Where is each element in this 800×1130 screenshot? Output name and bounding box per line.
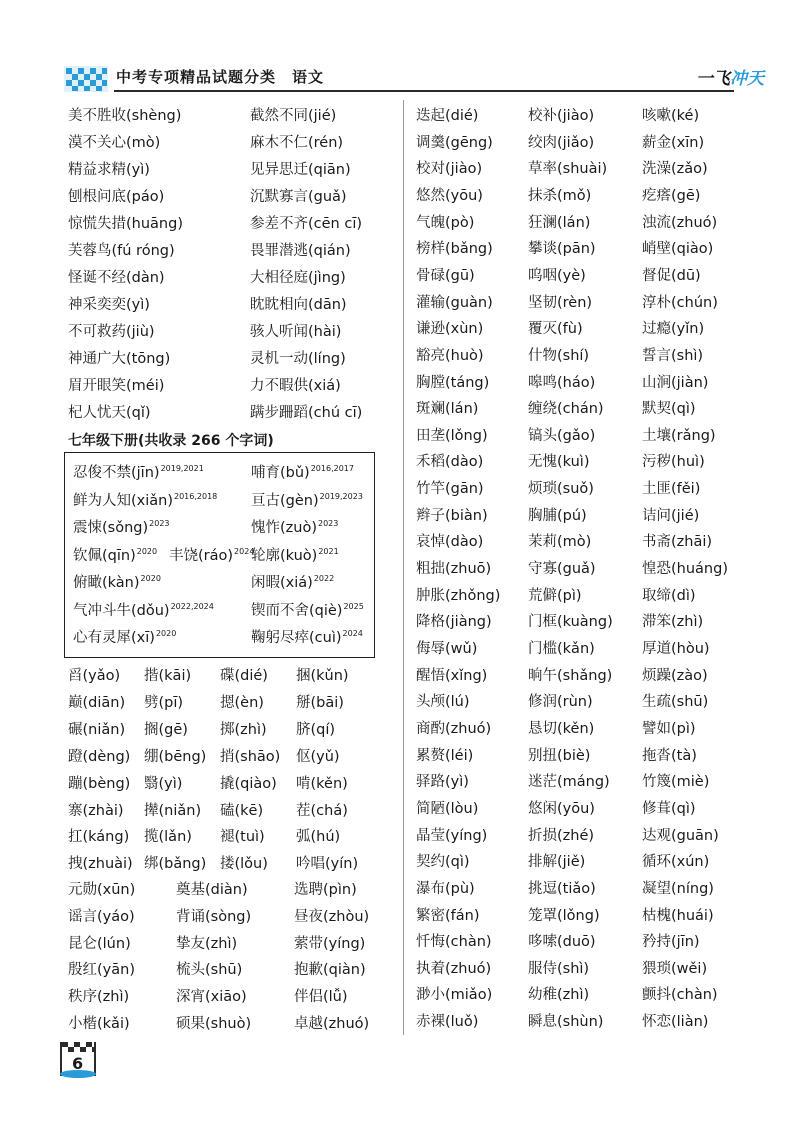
vocab-entry: 神采奕奕(yì) (68, 297, 150, 313)
vocab-entry: 拽(zhuài) (68, 856, 133, 873)
vocab-entry: 畏罪潜逃(qián) (250, 243, 351, 259)
vocab-entry: 捆(kǔn) (296, 668, 349, 684)
vocab-entry: 吟唱(yín) (296, 856, 359, 873)
vocab-entry: 挑逗(tiǎo) (528, 880, 596, 897)
vocab-entry: 诘问(jié) (642, 507, 700, 524)
vocab-entry: 竹篾(miè) (642, 774, 710, 791)
vocab-entry: 气魄(pò) (416, 214, 475, 231)
vocab-entry: 抹杀(mǒ) (528, 187, 592, 204)
exam-word-entry (73, 571, 161, 592)
vocab-entry: 见异思迁(qiān) (250, 162, 351, 178)
vocab-entry: 捎(shāo) (220, 748, 281, 765)
vocab-entry: 美不胜收(shèng) (68, 108, 182, 124)
vocab-entry: 参差不齐(cēn cī) (250, 216, 363, 232)
vocab-entry: 浊流(zhuó) (642, 214, 718, 231)
vocab-entry: 卓越(zhuó) (294, 1016, 370, 1032)
vocab-entry: 悠闲(yōu) (528, 800, 595, 817)
vocab-entry: 循环(xún) (642, 854, 710, 871)
vocab-entry: 啃(kěn) (296, 775, 348, 792)
exam-word: 哺育(bǔ) (251, 465, 310, 481)
header-rule (114, 90, 734, 92)
vocab-entry: 摁(èn) (220, 694, 264, 711)
exam-word: 鞠躬尽瘁(cuì) (251, 630, 342, 646)
vocab-entry: 瞬息(shùn) (528, 1014, 604, 1031)
exam-years: 2025 (343, 601, 364, 611)
vocab-entry: 扛(káng) (68, 829, 130, 846)
vocab-entry: 搂(lǒu) (220, 856, 268, 873)
brand-suffix: 冲天 (730, 69, 764, 89)
vocab-entry: 累赘(léi) (416, 747, 474, 764)
vocab-entry: 碟(dié) (220, 668, 268, 684)
vocab-entry: 荒僻(pì) (528, 587, 582, 604)
vocab-entry: 挚友(zhì) (176, 935, 238, 952)
vocab-entry: 昆仑(lún) (68, 935, 131, 952)
vocab-entry: 麻木不仁(rén) (250, 135, 344, 151)
exam-word-entry (251, 461, 354, 482)
vocab-entry: 芙蓉鸟(fú róng) (68, 243, 175, 259)
vocab-entry: 淳朴(chún) (642, 294, 718, 311)
vocab-entry: 杞人忧天(qǐ) (68, 405, 151, 421)
vocab-entry: 降格(jiàng) (416, 614, 492, 631)
vocab-entry: 什物(shí) (528, 347, 590, 364)
vocab-entry: 洗澡(zǎo) (642, 161, 708, 178)
vocab-entry: 门槛(kǎn) (528, 641, 595, 657)
vocab-entry: 修葺(qì) (642, 800, 696, 817)
exam-word: 钦佩(qīn) (73, 547, 136, 564)
vocab-entry: 眉开眼笑(méi) (68, 378, 165, 394)
vocab-entry: 神通广大(tōng) (68, 351, 171, 367)
vocab-entry: 脐(qí) (296, 721, 336, 738)
vocab-entry: 门框(kuàng) (528, 614, 613, 631)
vocab-entry: 奠基(diàn) (176, 882, 248, 898)
section-heading: 七年级下册(共收录 266 个字词) (68, 433, 274, 449)
vocab-entry: 绑(bǎng) (144, 856, 207, 873)
exam-word: 亘古(gèn) (251, 492, 319, 509)
exam-word-entry (251, 516, 338, 537)
vocab-entry: 矜持(jīn) (642, 934, 700, 951)
vocab-entry: 修润(rùn) (528, 694, 593, 711)
vocab-entry: 胸脯(pú) (528, 507, 587, 524)
vocab-entry: 执着(zhuó) (416, 960, 492, 977)
exam-years: 2022 (313, 574, 335, 583)
vocab-entry: 校对(jiào) (416, 161, 483, 178)
vocab-entry: 昼夜(zhòu) (294, 908, 370, 925)
exam-word: 气冲斗牛(dǒu) (73, 602, 170, 619)
vocab-entry: 繁密(fán) (416, 907, 480, 924)
vocab-entry: 刨根问底(páo) (68, 189, 165, 205)
exam-word: 震悚(sǒng) (73, 520, 149, 536)
vocab-entry: 谣言(yáo) (68, 908, 135, 925)
column-divider (403, 100, 404, 1035)
exam-word: 俯瞰(kàn) (73, 575, 140, 591)
vocab-entry: 惊慌失措(huāng) (68, 216, 183, 232)
vocab-entry: 硕果(shuò) (176, 1016, 252, 1032)
vocab-entry: 枯槐(huái) (642, 907, 714, 924)
vocab-entry: 守寡(guǎ) (528, 561, 596, 578)
exam-word: 愧怍(zuò) (251, 520, 317, 536)
vocab-entry: 无愧(kuì) (528, 454, 590, 471)
vocab-entry: 怀恋(liàn) (642, 1014, 709, 1031)
vocab-entry: 覆灭(fù) (528, 321, 583, 338)
vocab-entry: 迭起(dié) (416, 108, 479, 124)
vocab-entry: 晶莹(yíng) (416, 827, 488, 844)
vocab-entry: 拖沓(tà) (642, 747, 697, 764)
vocab-entry: 烦躁(zào) (642, 667, 708, 684)
vocab-entry: 截然不同(jié) (250, 108, 337, 124)
exam-word-entry (251, 489, 363, 510)
vocab-entry: 山涧(jiàn) (642, 374, 709, 391)
vocab-entry: 呜咽(yè) (528, 267, 586, 284)
vocab-entry: 胸膛(táng) (416, 374, 490, 391)
vocab-entry: 笼罩(lǒng) (528, 907, 600, 924)
exam-frequency-box (64, 452, 375, 658)
vocab-entry: 撵(niǎn) (144, 802, 202, 819)
exam-word-entry (251, 599, 364, 620)
vocab-entry: 劈(pī) (144, 694, 184, 711)
vocab-entry: 翳(yì) (144, 775, 183, 792)
exam-word: 心有灵犀(xī) (73, 630, 155, 646)
exam-word-entry (251, 544, 339, 565)
vocab-entry: 力不暇供(xiá) (250, 378, 341, 394)
vocab-entry: 滞笨(zhì) (642, 614, 704, 631)
vocab-entry: 不可救药(jiù) (68, 324, 155, 340)
vocab-entry: 生疏(shū) (642, 694, 709, 711)
vocab-entry: 骨碌(gū) (416, 267, 475, 284)
vocab-entry: 眈眈相向(dān) (250, 297, 347, 313)
page-number-block (52, 1040, 100, 1080)
exam-word-entry (73, 489, 217, 510)
vocab-entry: 惶恐(huáng) (642, 561, 728, 578)
vocab-entry: 弧(hú) (296, 829, 341, 846)
vocab-entry: 田垄(lǒng) (416, 427, 488, 444)
vocab-entry: 舀(yǎo) (68, 668, 121, 684)
vocab-entry: 侮辱(wǔ) (416, 641, 478, 657)
vocab-entry: 迷茫(máng) (528, 774, 610, 791)
exam-years: 2019,2023 (319, 491, 363, 501)
vocab-entry: 污秽(huì) (642, 454, 705, 471)
vocab-entry: 排解(jiě) (528, 854, 586, 871)
exam-years: 2021 (318, 546, 339, 556)
vocab-entry: 辫子(biàn) (416, 507, 488, 524)
exam-word: 丰饶(ráo) (169, 547, 234, 564)
vocab-entry: 寨(zhài) (68, 802, 124, 819)
vocab-entry: 碾(niǎn) (68, 721, 126, 738)
vocab-entry: 商酌(zhuó) (416, 720, 492, 737)
exam-word: 锲而不舍(qiè) (251, 602, 343, 619)
vocab-entry: 揩(kāi) (144, 668, 192, 684)
vocab-entry: 怪诞不经(dàn) (68, 270, 165, 286)
vocab-entry: 恳切(kěn) (528, 720, 595, 737)
vocab-entry: 萦带(yíng) (294, 935, 366, 952)
vocab-entry: 元勋(xūn) (68, 882, 136, 898)
vocab-entry: 土匪(fěi) (642, 481, 701, 498)
vocab-entry: 驿路(yì) (416, 774, 469, 791)
vocab-entry: 书斋(zhāi) (642, 534, 713, 551)
vocab-entry: 深宵(xiāo) (176, 989, 247, 1006)
vocab-entry: 抱歉(qiàn) (294, 962, 366, 979)
vocab-entry: 别扭(biè) (528, 747, 591, 764)
vocab-entry: 掰(bāi) (296, 694, 344, 711)
vocab-entry: 达观(guān) (642, 827, 719, 844)
checkered-logo-icon (64, 66, 108, 92)
exam-years: 2020 (155, 629, 177, 638)
vocab-entry: 取缔(dì) (642, 587, 696, 604)
exam-word-entry (73, 516, 170, 537)
exam-years: 2016,2018 (174, 491, 218, 501)
exam-years: 2020 (140, 574, 161, 583)
vocab-entry: 譬如(pì) (642, 720, 696, 737)
vocab-entry: 小楷(kǎi) (68, 1016, 130, 1032)
vocab-entry: 磕(kē) (220, 802, 264, 819)
vocab-entry: 灌输(guàn) (416, 294, 493, 311)
vocab-entry: 镐头(gǎo) (528, 427, 596, 444)
vocab-entry: 醒悟(xǐng) (416, 667, 488, 684)
exam-word-entry (73, 544, 157, 565)
vocab-entry: 悠然(yōu) (416, 187, 483, 204)
vocab-entry: 撬(qiào) (220, 775, 277, 792)
exam-years: 2019,2021 (160, 464, 204, 473)
vocab-entry: 榜样(bǎng) (416, 241, 493, 258)
vocab-entry: 瀑布(pù) (416, 880, 475, 897)
vocab-entry: 凝望(níng) (642, 880, 714, 897)
vocab-entry: 烦琐(suǒ) (528, 481, 594, 498)
vocab-entry: 巅(diān) (68, 694, 126, 711)
vocab-entry: 土壤(rǎng) (642, 427, 716, 444)
vocab-entry: 草率(shuài) (528, 161, 608, 178)
vocab-entry: 选聘(pìn) (294, 882, 357, 898)
exam-word-entry (73, 599, 214, 620)
page-number: 6 (72, 1054, 84, 1073)
exam-word: 轮廓(kuò) (251, 547, 318, 564)
vocab-entry: 大相径庭(jìng) (250, 270, 346, 286)
exam-years: 2023 (318, 519, 339, 528)
vocab-entry: 掷(zhì) (220, 721, 267, 738)
exam-word: 闲暇(xiá) (251, 575, 313, 591)
brand-prefix: 一飞 (696, 69, 730, 89)
vocab-entry: 茬(chá) (296, 802, 348, 819)
vocab-entry: 赤裸(luǒ) (416, 1014, 479, 1031)
exam-years: 2020 (136, 546, 158, 556)
vocab-entry: 忏悔(chàn) (416, 934, 492, 951)
vocab-entry: 秩序(zhì) (68, 989, 130, 1006)
vocab-entry: 幼稚(zhì) (528, 987, 590, 1004)
vocab-entry: 精益求精(yì) (68, 162, 150, 178)
vocab-entry: 疙瘩(gē) (642, 187, 701, 204)
vocab-entry: 灵机一动(líng) (250, 351, 346, 367)
vocab-entry: 校补(jiào) (528, 108, 595, 124)
header-title: 中考专项精品试题分类 语文 (116, 68, 325, 86)
vocab-entry: 督促(dū) (642, 267, 701, 284)
vocab-entry: 漠不关心(mò) (68, 135, 161, 151)
vocab-entry: 狂澜(lán) (528, 214, 591, 231)
vocab-entry: 梳头(shū) (176, 962, 243, 979)
vocab-entry: 伴侣(lǚ) (294, 989, 348, 1006)
vocab-entry: 背诵(sòng) (176, 908, 252, 925)
vocab-entry: 默契(qì) (642, 401, 696, 418)
exam-years: 2016,2017 (310, 464, 354, 473)
vocab-entry: 斑斓(lán) (416, 401, 479, 418)
vocab-entry: 哀悼(dào) (416, 534, 484, 551)
vocab-entry: 厚道(hòu) (642, 641, 710, 657)
vocab-entry: 晌午(shǎng) (528, 667, 613, 684)
vocab-entry: 谦逊(xùn) (416, 321, 484, 338)
vocab-entry: 竹竿(gān) (416, 481, 484, 498)
vocab-entry: 伛(yǔ) (296, 748, 340, 765)
header-brand (696, 64, 764, 89)
vocab-entry: 褪(tuì) (220, 829, 265, 846)
vocab-entry: 猥琐(wěi) (642, 960, 708, 977)
vocab-entry: 嗥鸣(háo) (528, 374, 596, 391)
vocab-entry: 峭壁(qiào) (642, 241, 714, 258)
vocab-entry: 豁亮(huò) (416, 347, 484, 364)
exam-word-entry (251, 571, 334, 592)
exam-years: 2024 (234, 546, 255, 556)
vocab-entry: 誓言(shì) (642, 347, 704, 364)
exam-word-entry (73, 461, 204, 482)
vocab-entry: 咳嗽(ké) (642, 108, 700, 124)
exam-years: 2022,2024 (170, 601, 214, 611)
vocab-entry: 蹦(bèng) (68, 775, 131, 792)
exam-years: 2024 (342, 629, 363, 638)
vocab-entry: 折损(zhé) (528, 827, 595, 844)
vocab-entry: 渺小(miǎo) (416, 987, 493, 1004)
vocab-entry: 坚韧(rèn) (528, 294, 593, 311)
vocab-entry: 蹬(dèng) (68, 748, 131, 765)
vocab-entry: 茉莉(mò) (528, 534, 592, 551)
vocab-entry: 搁(gē) (144, 721, 188, 738)
exam-word-entry (169, 544, 254, 565)
vocab-entry: 绷(bēng) (144, 748, 207, 765)
page-header (64, 62, 764, 96)
vocab-entry: 沉默寡言(guǎ) (250, 189, 347, 205)
vocab-entry: 头颅(lú) (416, 694, 470, 711)
vocab-entry: 揽(lǎn) (144, 829, 192, 846)
exam-word-entry (251, 626, 363, 647)
vocab-entry: 颤抖(chàn) (642, 987, 718, 1004)
vocab-entry: 粗拙(zhuō) (416, 561, 492, 578)
exam-word: 忍俊不禁(jīn) (73, 465, 160, 481)
vocab-entry: 骇人听闻(hài) (250, 324, 342, 340)
vocab-entry: 哆嗦(duō) (528, 934, 596, 951)
vocab-entry: 缠绕(chán) (528, 401, 604, 418)
vocab-entry: 肿胀(zhǒng) (416, 587, 501, 604)
vocab-entry: 绞肉(jiǎo) (528, 134, 595, 151)
vocab-entry: 简陋(lòu) (416, 800, 479, 817)
vocab-entry: 服侍(shì) (528, 960, 590, 977)
vocab-entry: 过瘾(yǐn) (642, 321, 705, 338)
vocab-entry: 薪金(xīn) (642, 134, 705, 151)
vocab-entry: 契约(qì) (416, 854, 470, 871)
vocab-entry: 攀谈(pān) (528, 241, 596, 258)
vocab-entry: 蹒步跚蹈(chú cī) (250, 405, 363, 421)
exam-word: 鲜为人知(xiǎn) (73, 492, 173, 509)
exam-years: 2023 (149, 519, 170, 528)
vocab-entry: 殷红(yān) (68, 962, 135, 979)
vocab-entry: 禾稻(dào) (416, 454, 484, 471)
exam-word-entry (73, 626, 176, 647)
vocab-entry: 调羹(gēng) (416, 134, 493, 151)
